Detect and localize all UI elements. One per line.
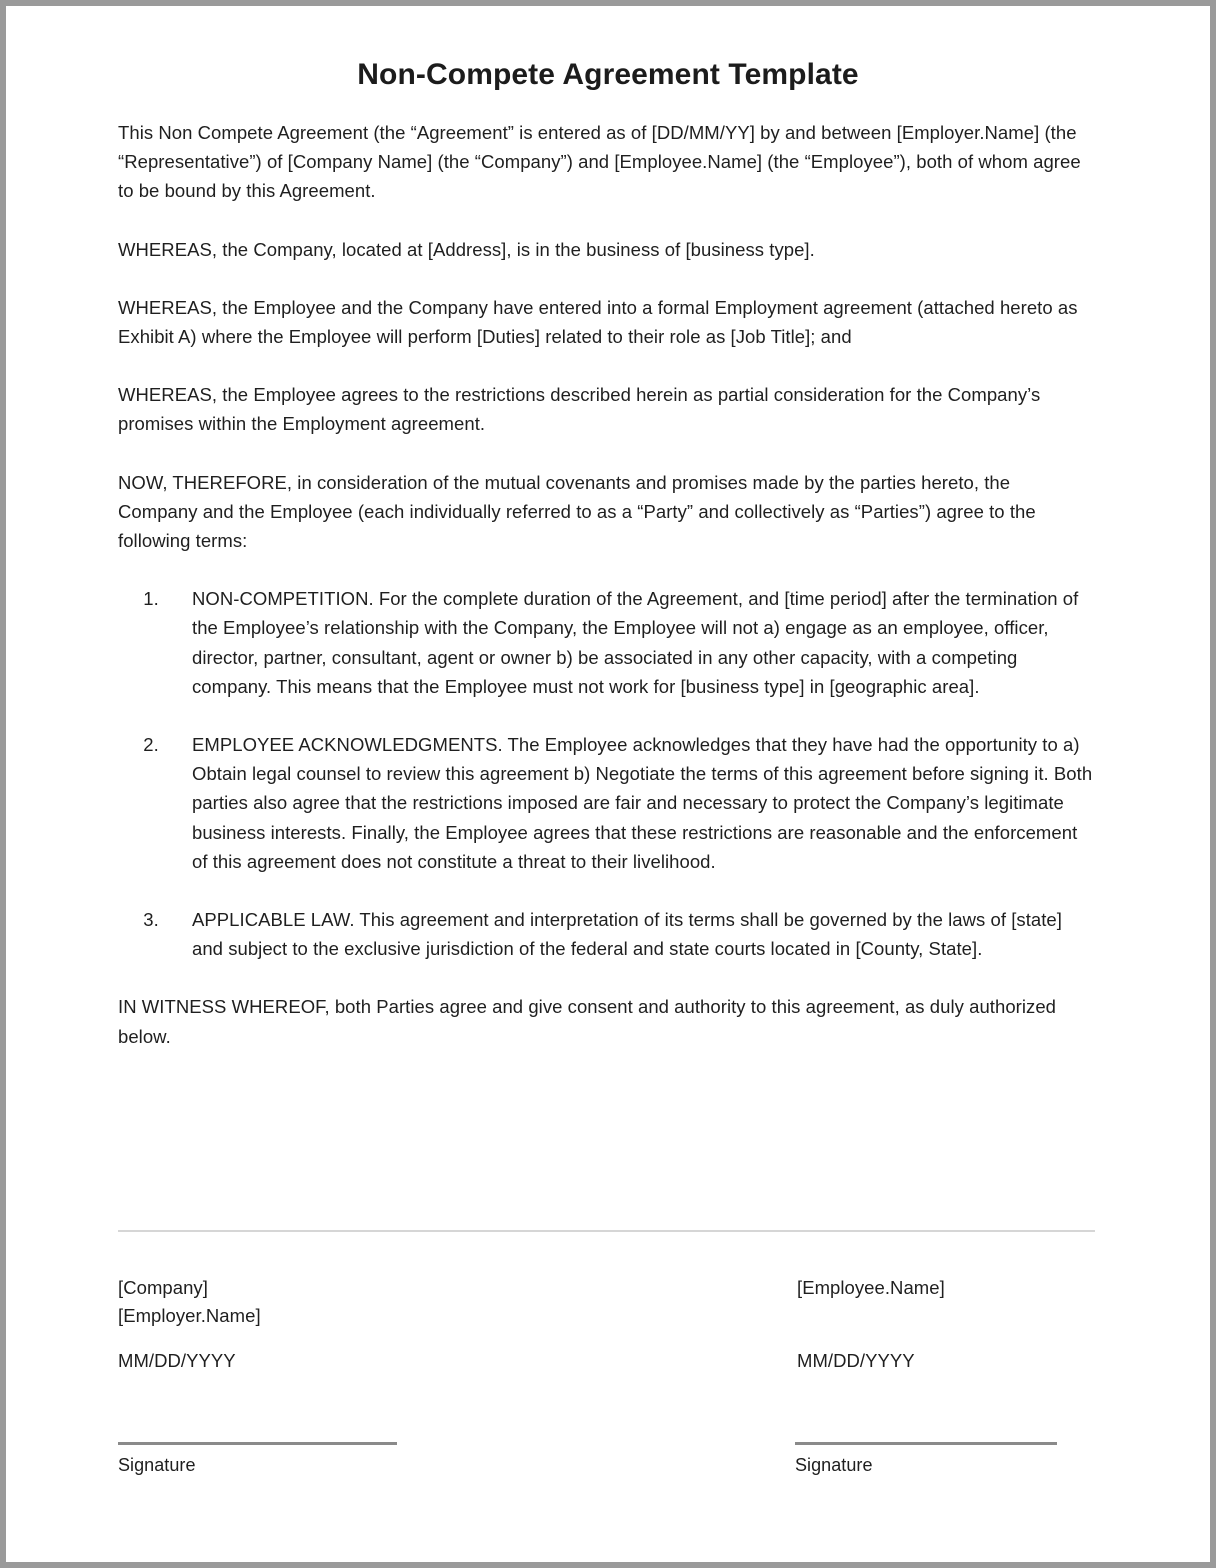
paragraph-in-witness-whereof: IN WITNESS WHEREOF, both Parties agree and give consent and authority to this agreement, as duly authorized below. xyxy=(118,996,1056,1047)
signature-field-company[interactable] xyxy=(118,1442,397,1476)
paragraph-now-therefore: NOW, THEREFORE, in consideration of the mutual covenants and promises made by the parties hereto, the Company and the Employee (each individually referred to as a “Party” and collectively as “Parties”) agree to the following terms: xyxy=(118,471,1036,552)
paragraph-whereas-consideration: WHEREAS, the Employee agrees to the restrictions described herein as partial consideration for the Company’s promises within the Employment agreement. xyxy=(118,384,1041,435)
employee-date-placeholder: MM/DD/YYYY xyxy=(797,1350,915,1371)
signature-field-employee[interactable] xyxy=(795,1442,1057,1476)
list-item: 1. NON-COMPETITION. For the complete duration of the Agreement, and [time period] after the termination of the Employee’s relationship with the Company, the Employee will not a) engage as an employee, officer, director, partner, consultant, agent or owner b) be associated in any other capacity, with a competing company. This means that the Employee must not work for [business type] in [geographic area]. xyxy=(164,584,1096,701)
signature-party-employee xyxy=(797,1274,1097,1375)
signature-party-company xyxy=(118,1274,538,1375)
paragraph-whereas-employment: WHEREAS, the Employee and the Company have entered into a formal Employment agreement (attached hereto as Exhibit A) where the Employee will perform [Duties] related to their role as [Job Title]; and xyxy=(118,296,1078,348)
terms-list xyxy=(118,584,1096,963)
signature-lines xyxy=(118,1442,1095,1522)
signature-block xyxy=(118,1274,1095,1394)
employer-name-placeholder: [Employer.Name] xyxy=(118,1305,261,1326)
company-placeholder: [Company] xyxy=(118,1277,208,1298)
signature-label: Signature xyxy=(795,1455,873,1475)
paragraph-whereas-business: WHEREAS, the Company, located at [Address], is in the business of [business type]. xyxy=(118,238,815,260)
employee-name-placeholder: [Employee.Name] xyxy=(797,1277,945,1298)
list-item: 3. APPLICABLE LAW. This agreement and interpretation of its terms shall be governed by the laws of [state] and subject to the exclusive jurisdiction of the federal and state courts located in [County, State]. xyxy=(164,905,1096,963)
paragraph-intro: This Non Compete Agreement (the “Agreement” is entered as of [DD/MM/YY] by and between [Employer.Name] (the “Representative”) of [Company Name] (the “Company”) and [Employee.Name] (the “Employee”), both of whom agree to be bound by this Agreement. xyxy=(118,122,1081,202)
page-title: Non-Compete Agreement Template xyxy=(357,58,859,91)
document-page xyxy=(6,6,1210,1562)
company-date-placeholder: MM/DD/YYYY xyxy=(118,1350,236,1371)
signature-label: Signature xyxy=(118,1455,196,1475)
signature-rule xyxy=(118,1442,397,1445)
signature-rule xyxy=(795,1442,1057,1445)
document-body xyxy=(118,118,1093,1051)
section-divider xyxy=(118,1230,1095,1232)
list-item: 2. EMPLOYEE ACKNOWLEDGMENTS. The Employee acknowledges that they have had the opportunity to a) Obtain legal counsel to review this agreement b) Negotiate the terms of this agreement before signing it. Both parties also agree that the restrictions imposed are fair and necessary to protect the Company’s legitimate business interests. Finally, the Employee agrees that these restrictions are reasonable and the enforcement of this agreement does not constitute a threat to their livelihood. xyxy=(164,730,1096,876)
